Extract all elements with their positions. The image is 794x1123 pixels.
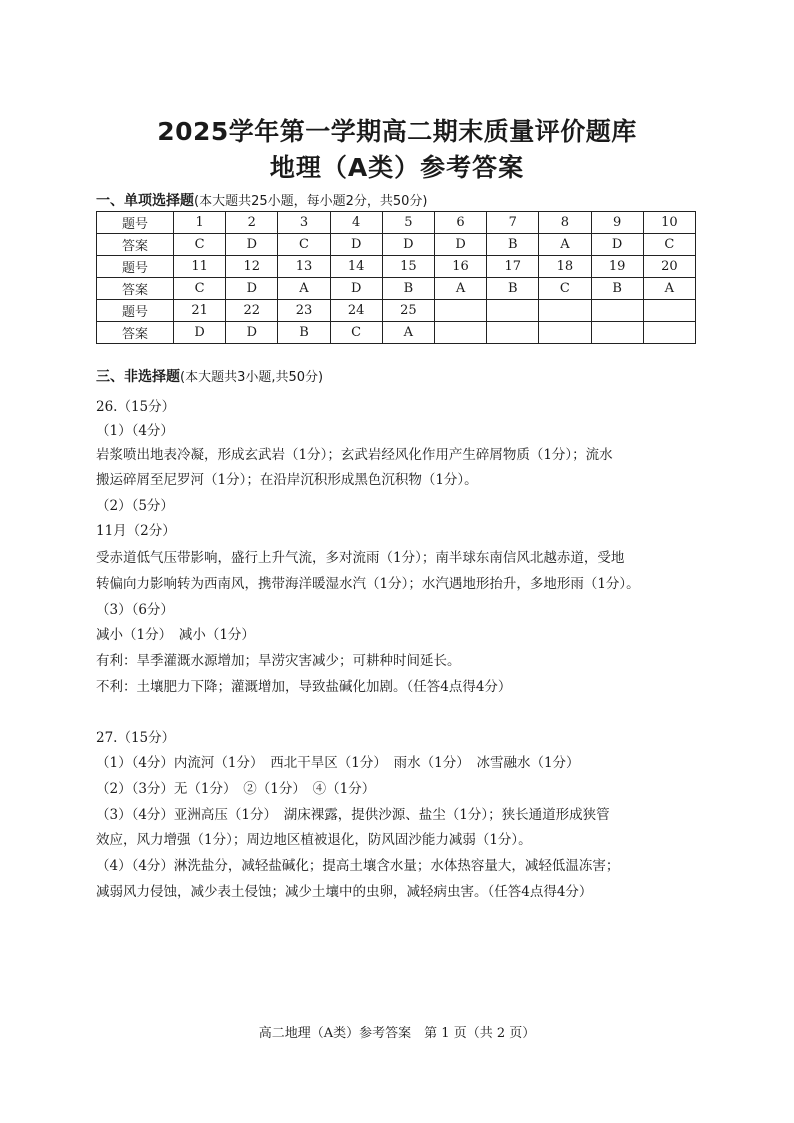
q26-part3-label: （3）（6分） [96, 602, 174, 618]
table-cell: 2 [226, 212, 278, 234]
table-cell: C [643, 234, 695, 256]
table-cell: D [434, 234, 486, 256]
table-cell: A [382, 322, 434, 344]
table-cell: 24 [330, 300, 382, 322]
answer-line: 转偏向力影响转为西南风，携带海洋暖湿水汽（1分）；水汽遇地形抬升，多地形雨（1分）。 [96, 576, 640, 592]
table-cell: 8 [539, 212, 591, 234]
section-1-note: (本大题共25小题，每小题2分，共50分) [194, 194, 428, 209]
table-cell: 题号 [97, 212, 174, 234]
table-cell: 答案 [97, 234, 174, 256]
table-cell [643, 322, 695, 344]
table-row [97, 322, 696, 344]
table-cell: D [591, 234, 643, 256]
table-cell [539, 300, 591, 322]
answer-line: 减小（1分） 减小（1分） [96, 627, 255, 643]
table-cell: 22 [226, 300, 278, 322]
answer-line: （4）（4分）淋洗盐分，减轻盐碱化；提高土壤含水量；水体热容量大，减轻低温冻害； [96, 858, 620, 874]
table-cell: C [174, 278, 226, 300]
table-cell: C [174, 234, 226, 256]
section-3-note: (本大题共3小题,共50分) [180, 370, 324, 385]
answer-line: 岩浆喷出地表冷凝，形成玄武岩（1分）；玄武岩经风化作用产生碎屑物质（1分）；流水 [96, 447, 613, 463]
table-cell: 18 [539, 256, 591, 278]
table-cell: 19 [591, 256, 643, 278]
table-cell: C [278, 234, 330, 256]
table-cell: D [330, 234, 382, 256]
table-cell: C [330, 322, 382, 344]
section-3-heading [96, 366, 323, 386]
table-cell: 17 [487, 256, 539, 278]
table-cell: 答案 [97, 322, 174, 344]
table-cell: 15 [382, 256, 434, 278]
table-cell: D [226, 234, 278, 256]
table-cell: A [434, 278, 486, 300]
table-row [97, 212, 696, 234]
table-cell: 7 [487, 212, 539, 234]
table-cell: B [487, 234, 539, 256]
table-cell: B [382, 278, 434, 300]
table-cell: D [382, 234, 434, 256]
table-cell: 6 [434, 212, 486, 234]
table-cell: B [278, 322, 330, 344]
table-cell: 14 [330, 256, 382, 278]
answer-line: 有利：旱季灌溉水源增加；旱涝灾害减少；可耕种时间延长。 [96, 653, 461, 669]
answer-line: 不利：土壤肥力下降；灌溉增加，导致盐碱化加剧。（任答4点得4分） [96, 679, 512, 695]
table-cell: A [643, 278, 695, 300]
table-row [97, 278, 696, 300]
section-3-title: 三、非选择题 [96, 369, 180, 385]
table-cell: 题号 [97, 256, 174, 278]
answer-line: 受赤道低气压带影响，盛行上升气流，多对流雨（1分）；南半球东南信风北越赤道，受地 [96, 550, 625, 566]
table-cell: D [174, 322, 226, 344]
section-1-title: 一、单项选择题 [96, 193, 194, 209]
table-cell [487, 300, 539, 322]
table-cell [487, 322, 539, 344]
table-cell: C [539, 278, 591, 300]
section-1-heading [96, 190, 428, 210]
table-row [97, 234, 696, 256]
table-cell: 答案 [97, 278, 174, 300]
table-cell: A [278, 278, 330, 300]
q26-part1-label: （1）（4分） [96, 423, 174, 439]
answer-line: 11月（2分） [96, 523, 176, 539]
table-cell: 21 [174, 300, 226, 322]
q26-heading: 26.（15分） [96, 399, 176, 415]
table-cell: A [539, 234, 591, 256]
q27-heading: 27.（15分） [96, 730, 176, 746]
table-cell: 20 [643, 256, 695, 278]
table-cell: 23 [278, 300, 330, 322]
title-line-2: 地理（A类）参考答案 [269, 153, 525, 182]
table-cell: 题号 [97, 300, 174, 322]
table-cell: 10 [643, 212, 695, 234]
table-cell [539, 322, 591, 344]
table-cell: 16 [434, 256, 486, 278]
table-cell: 13 [278, 256, 330, 278]
table-cell: B [591, 278, 643, 300]
title-line-1: 2025学年第一学期高二期末质量评价题库 [157, 117, 637, 146]
answer-line: （3）（4分）亚洲高压（1分） 湖床裸露，提供沙源、盐尘（1分）；狭长通道形成狭管 [96, 807, 610, 823]
table-cell: 4 [330, 212, 382, 234]
table-cell: 5 [382, 212, 434, 234]
table-cell: 11 [174, 256, 226, 278]
table-cell: 9 [591, 212, 643, 234]
q26-part2-label: （2）（5分） [96, 498, 174, 514]
table-cell [591, 300, 643, 322]
table-cell [434, 300, 486, 322]
table-cell: D [330, 278, 382, 300]
page-footer: 高二地理（A类）参考答案 第 1 页（共 2 页） [258, 1026, 536, 1041]
answer-line: （1）（4分）内流河（1分） 西北干旱区（1分） 雨水（1分） 冰雪融水（1分） [96, 755, 580, 771]
table-cell: D [226, 322, 278, 344]
table-cell [434, 322, 486, 344]
answer-line: 减弱风力侵蚀，减少表土侵蚀；减少土壤中的虫卵，减轻病虫害。（任答4点得4分） [96, 884, 593, 900]
answer-line: 搬运碎屑至尼罗河（1分）；在沿岸沉积形成黑色沉积物（1分）。 [96, 472, 478, 488]
table-cell: 3 [278, 212, 330, 234]
answer-line: （2）（3分）无（1分） ②（1分） ④（1分） [96, 781, 376, 797]
answer-table [96, 211, 696, 344]
answer-line: 效应，风力增强（1分）；周边地区植被退化，防风固沙能力减弱（1分）。 [96, 832, 532, 848]
table-cell: B [487, 278, 539, 300]
table-cell: 1 [174, 212, 226, 234]
table-row [97, 256, 696, 278]
table-cell [591, 322, 643, 344]
table-cell: 25 [382, 300, 434, 322]
table-row [97, 300, 696, 322]
table-cell: 12 [226, 256, 278, 278]
table-cell: D [226, 278, 278, 300]
table-cell [643, 300, 695, 322]
